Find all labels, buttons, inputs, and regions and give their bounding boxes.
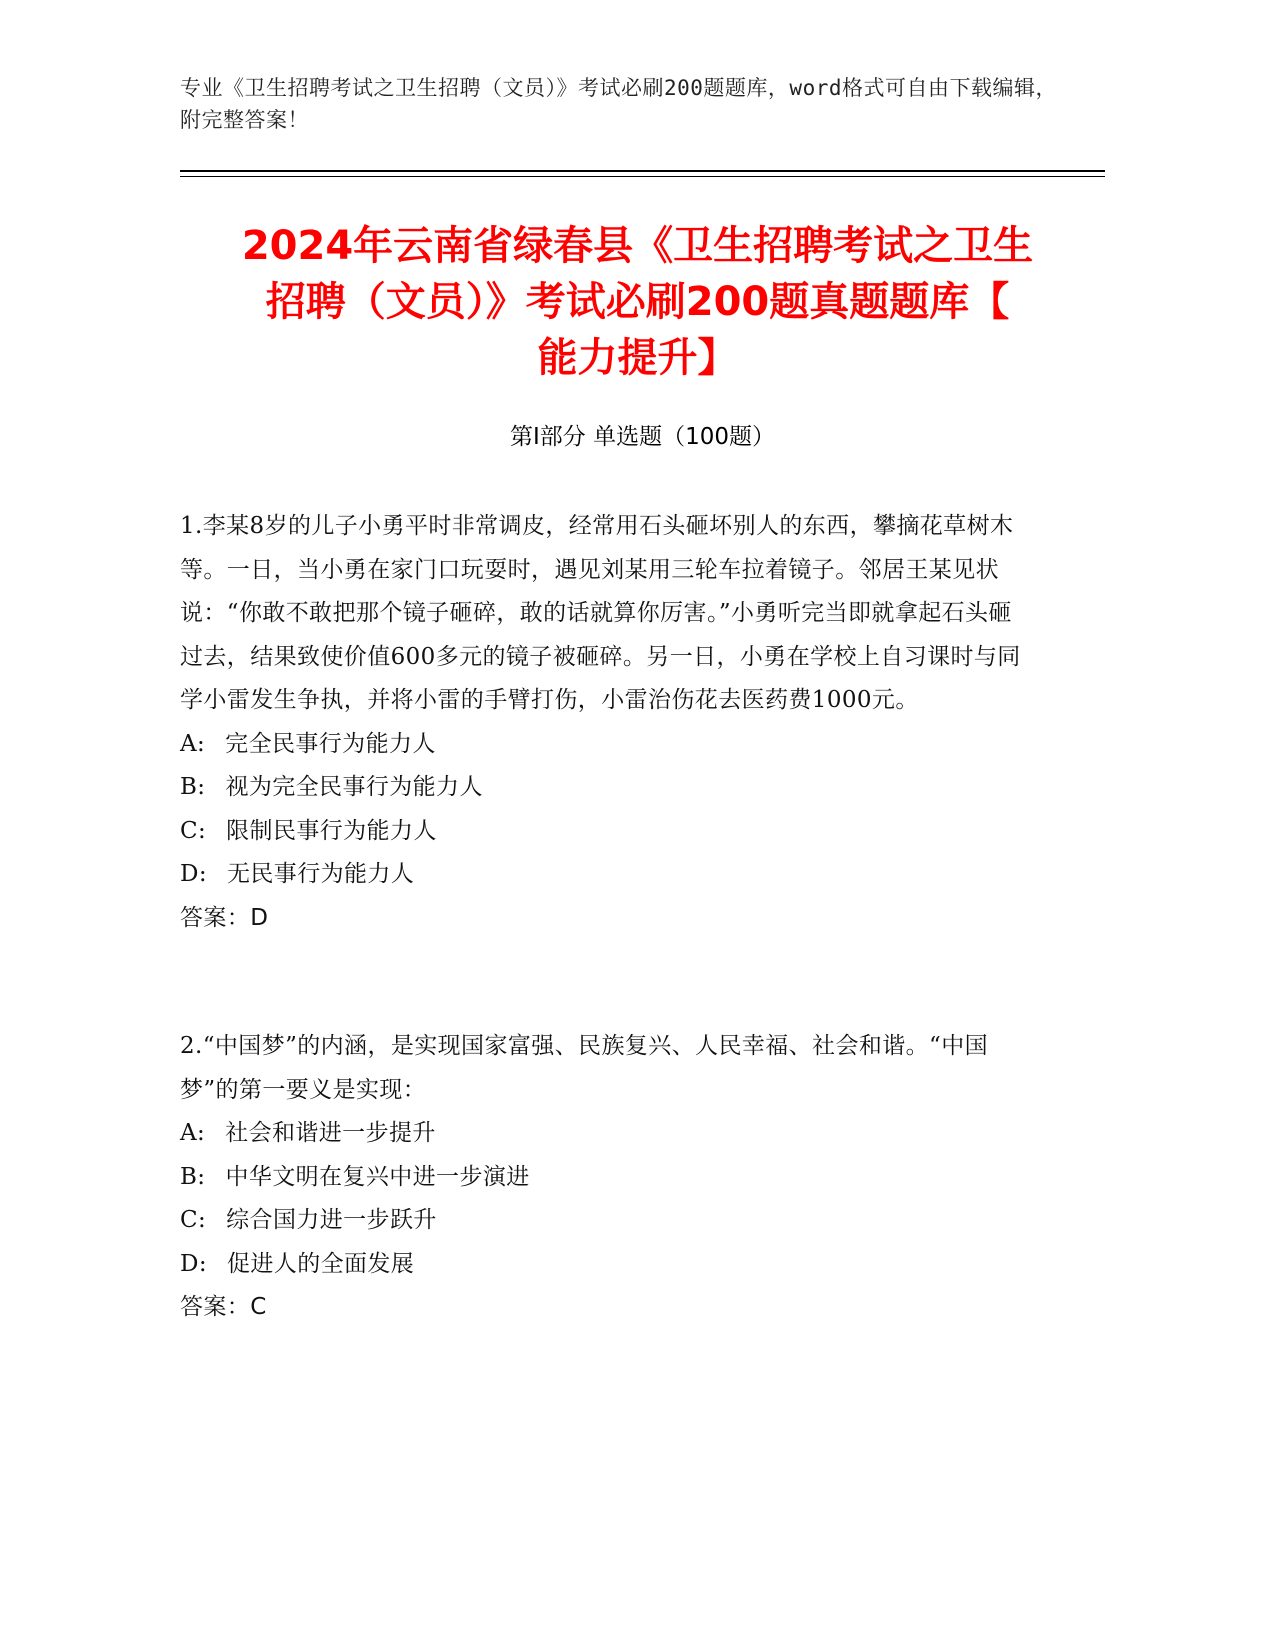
option-letter: C: — [180, 817, 207, 844]
option-d — [180, 1243, 1025, 1287]
header-divider-thick — [180, 170, 1105, 172]
option-text: 综合国力进一步跃升 — [226, 1207, 437, 1233]
option-b — [180, 1156, 1025, 1200]
option-a — [180, 723, 1025, 767]
option-c — [180, 1199, 1025, 1243]
option-letter: A: — [180, 1120, 206, 1146]
option-a — [180, 1112, 1025, 1156]
option-letter: A: — [180, 730, 206, 757]
option-text: 完全民事行为能力人 — [225, 730, 436, 757]
question-2 — [180, 1025, 1025, 1330]
section-title: 第Ⅰ部分 单选题（100题） — [510, 424, 775, 450]
question-1 — [180, 505, 1025, 940]
option-d — [180, 853, 1025, 897]
header-divider-thin — [180, 176, 1105, 177]
option-text: 促进人的全面发展 — [227, 1250, 415, 1277]
title-line-2: 招聘（文员）》考试必刷200题真题题库【 — [265, 279, 1010, 325]
answer: 答案：C — [180, 1294, 267, 1320]
document-title — [150, 218, 1125, 386]
option-text: 社会和谐进一步提升 — [225, 1120, 436, 1146]
option-text: 中华文明在复兴中进一步演进 — [225, 1163, 530, 1190]
option-text: 无民事行为能力人 — [227, 861, 415, 887]
question-stem: 1.李某8岁的儿子小勇平时非常调皮，经常用石头砸坏别人的东西，攀摘花草树木等。一日，当小勇在家门口玩耍时，遇见刘某用三轮车拉着镜子。邻居王某见状说：“你敢不敢把那个镜子砸碎，敢的话就算你厉害。”小勇听完当即就拿起石头砸过去，结果致使价值600多元的镜子被砸碎。另一日，小勇在学校上自习课时与同学小雷发生争执，并将小雷的手臂打伤，小雷治伤花去医药费1000元。 — [180, 513, 1021, 713]
option-c — [180, 810, 1025, 854]
title-line-1: 2024年云南省绿春县《卫生招聘考试之卫生 — [241, 223, 1034, 269]
option-letter: D: — [180, 1250, 207, 1277]
option-letter: D: — [180, 861, 207, 887]
question-stem: 2.“中国梦”的内涵，是实现国家富强、民族复兴、人民幸福、社会和谐。“中国梦”的第一要义是实现： — [180, 1033, 989, 1103]
title-line-3: 能力提升】 — [537, 335, 738, 381]
answer: 答案：D — [180, 904, 269, 931]
option-letter: C: — [180, 1207, 207, 1233]
option-b — [180, 766, 1025, 810]
option-letter: B: — [180, 1163, 206, 1190]
option-letter: B: — [180, 774, 206, 800]
option-text: 限制民事行为能力人 — [226, 817, 437, 844]
header-note: 专业《卫生招聘考试之卫生招聘（文员）》考试必刷200题题库，word格式可自由下载编辑，附完整答案！ — [180, 76, 1057, 132]
option-text: 视为完全民事行为能力人 — [225, 774, 483, 800]
